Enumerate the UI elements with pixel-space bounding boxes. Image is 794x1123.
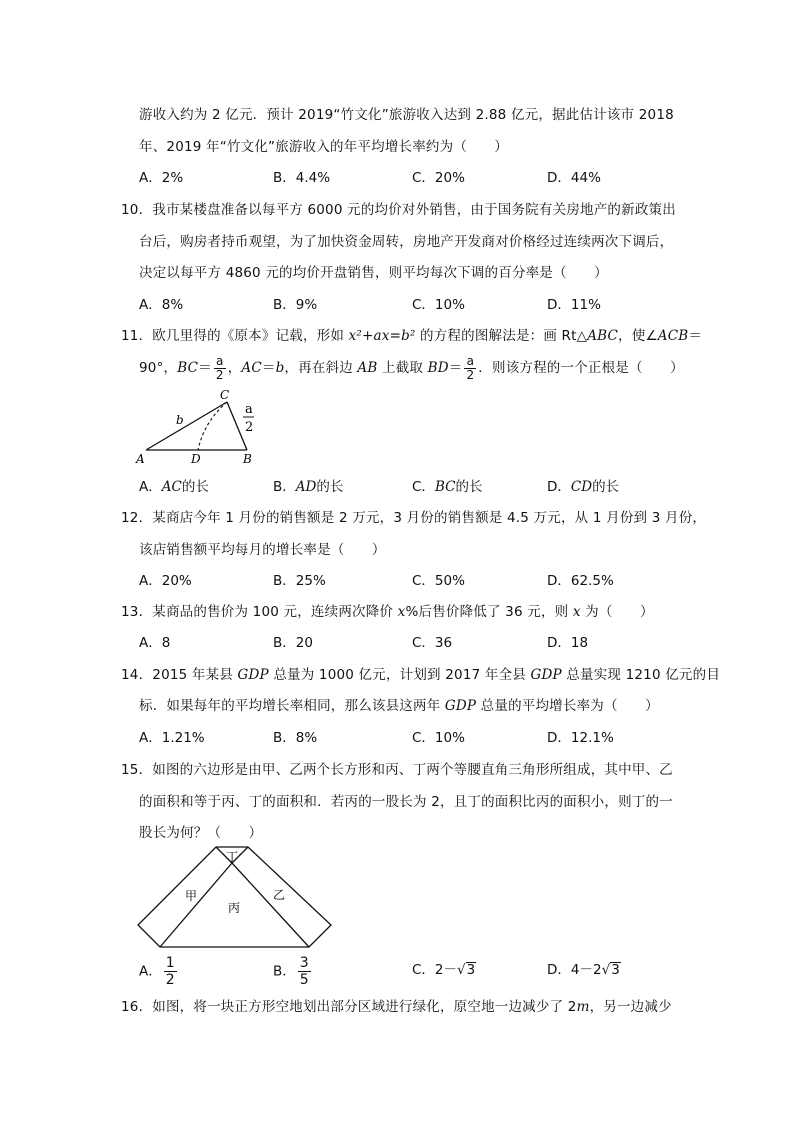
q10-option-a[interactable]: A．8% — [139, 297, 184, 313]
q11-text-segment: ＝ — [261, 360, 276, 376]
q11-var: ABC — [587, 328, 619, 344]
q11-text-line-2 — [139, 354, 684, 382]
q14-option-a[interactable]: A．1.21% — [139, 730, 205, 746]
option-prefix: D． — [547, 479, 571, 495]
q13-option-a[interactable]: A．8 — [139, 635, 171, 651]
q15-text-line-2: 的面积和等于丙、丁的面积和．若丙的一股长为 2，且丁的面积比丙的面积小，则丁的一 — [139, 794, 673, 810]
option-prefix: A． — [139, 963, 162, 980]
q14-text-line-1 — [121, 665, 720, 685]
q9-text-line-2: 年、2019 年“竹文化”旅游收入的年平均增长率约为（ ） — [139, 139, 509, 155]
q13-option-c[interactable]: C．36 — [412, 635, 453, 651]
q11-var: BD — [427, 360, 449, 376]
q9-option-a[interactable]: A．2% — [139, 170, 184, 186]
q13-var: x — [397, 604, 406, 620]
q11-option-a[interactable] — [139, 477, 209, 497]
q11-text-segment: 11．欧几里得的《原本》记载，形如 — [121, 328, 349, 344]
sqrt-radicand: 3 — [611, 962, 620, 978]
q11-option-d[interactable] — [547, 477, 619, 497]
fraction-numerator: 3 — [299, 955, 309, 971]
q12-text-line-2: 该店销售额平均每月的增长率是（ ） — [139, 542, 386, 558]
q12-option-b[interactable]: B．25% — [273, 573, 326, 589]
q11-option-c[interactable] — [412, 477, 482, 497]
q15-option-d[interactable] — [547, 960, 621, 980]
q12-option-a[interactable]: A．20% — [139, 573, 192, 589]
q14-text-segment: 标．如果每年的平均增长率相同，那么该县这两年 — [139, 698, 445, 714]
fraction-numerator: a — [214, 355, 226, 369]
label-d: D — [191, 452, 201, 466]
q14-var: GDP — [237, 667, 269, 683]
q14-option-b[interactable]: B．8% — [273, 730, 318, 746]
label-b: b — [176, 413, 184, 427]
q9-option-c[interactable]: C．20% — [412, 170, 465, 186]
fraction-numerator: 1 — [165, 955, 175, 971]
q13-var: x — [572, 604, 581, 620]
q13-text-segment: 13．某商品的售价为 100 元，连续两次降价 — [121, 604, 398, 620]
option-suffix: 的长 — [592, 479, 620, 495]
option-prefix: D．4－2 — [547, 962, 602, 978]
q11-triangle-figure — [132, 386, 272, 468]
label-c: C — [220, 388, 230, 402]
fraction-denominator: 2 — [215, 367, 224, 382]
q11-text-segment: ，再在斜边 — [284, 360, 358, 376]
fraction-denominator: 2 — [165, 972, 175, 988]
q14-text-segment: 14．2015 年某县 — [121, 667, 238, 683]
q15-text-line-3: 股长为何？（ ） — [139, 825, 263, 841]
q10-option-b[interactable]: B．9% — [273, 297, 318, 313]
q11-text-segment: ，使∠ — [618, 328, 658, 344]
q10-option-c[interactable]: C．10% — [412, 297, 465, 313]
sqrt-sign: √ — [601, 962, 611, 978]
option-var: CD — [570, 479, 593, 495]
q13-text-line-1 — [121, 602, 654, 622]
q15-hexagon-figure — [136, 845, 336, 950]
rect-yi-inner-edge — [232, 863, 309, 947]
q11-var: b — [275, 360, 285, 376]
q16-text-line-1 — [121, 997, 672, 1017]
q11-text-segment: ， — [227, 360, 242, 376]
sqrt-sign: √ — [457, 962, 466, 978]
q14-text-segment: 总量的平均增长率为（ ） — [476, 698, 659, 714]
q11-equation: x²+ax=b² — [348, 328, 416, 344]
q16-unit: m — [576, 999, 590, 1015]
option-prefix: B． — [273, 963, 296, 980]
q15-option-a[interactable] — [139, 955, 179, 988]
q11-text-segment: ＝ — [448, 360, 463, 376]
q14-var: GDP — [530, 667, 562, 683]
q11-text-segment: 90°， — [139, 360, 178, 376]
q14-option-c[interactable]: C．10% — [412, 730, 465, 746]
option-prefix: A． — [139, 479, 162, 495]
q13-option-b[interactable]: B．20 — [273, 635, 313, 651]
label-a-denominator: 2 — [245, 420, 254, 435]
q11-text-line-1 — [121, 326, 702, 346]
q13-text-segment: 为（ ） — [580, 604, 654, 620]
fraction-one-half — [164, 955, 177, 988]
q15-option-c[interactable] — [412, 960, 476, 980]
q14-text-segment: 总量实现 1210 亿元的目 — [561, 667, 721, 683]
q16-text-segment: 16．如图，将一块正方形空地划出部分区域进行绿化，原空地一边减少了 2 — [121, 999, 577, 1015]
q11-text-segment: ．则该方程的一个正根是（ ） — [478, 360, 684, 376]
q12-option-d[interactable]: D．62.5% — [547, 573, 614, 589]
label-jia: 甲 — [185, 889, 198, 903]
side-ac — [146, 402, 227, 450]
q10-text-line-2: 台后，购房者持币观望，为了加快资金周转，房地产开发商对价格经过连续两次下调后， — [139, 234, 674, 250]
q9-option-b[interactable]: B．4.4% — [273, 170, 331, 186]
q14-text-line-2 — [139, 696, 659, 716]
q13-option-d[interactable]: D．18 — [547, 635, 589, 651]
fraction-denominator: 2 — [466, 367, 475, 382]
q11-text-segment: ＝ — [688, 328, 703, 344]
option-prefix: B． — [273, 479, 296, 495]
q11-var: AB — [357, 360, 378, 376]
label-b-vertex: B — [243, 452, 252, 466]
option-var: AD — [295, 479, 317, 495]
q11-fraction-a-over-2 — [214, 355, 226, 382]
option-var: BC — [434, 479, 456, 495]
q9-option-d[interactable]: D．44% — [547, 170, 601, 186]
q15-option-b[interactable] — [273, 955, 313, 988]
q11-var: BC — [177, 360, 199, 376]
option-prefix: C．2－ — [412, 962, 458, 978]
q14-option-d[interactable]: D．12.1% — [547, 730, 614, 746]
q12-option-c[interactable]: C．50% — [412, 573, 465, 589]
rect-jia-inner-edge — [160, 863, 232, 947]
q12-text-line-1: 12．某商店今年 1 月份的销售额是 2 万元，3 月份的销售额是 4.5 万元，从 1 月份到 3 月份， — [121, 510, 707, 526]
label-bing: 丙 — [228, 901, 241, 915]
q11-text-segment: 的方程的图解法是：画 Rt△ — [415, 328, 588, 344]
side-cb — [227, 402, 247, 450]
q10-text-line-1: 10．我市某楼盘准备以每平方 6000 元的均价对外销售，由于国务院有关房地产的新政策出 — [121, 202, 676, 218]
q14-text-segment: 总量为 1000 亿元，计划到 2017 年全县 — [268, 667, 531, 683]
label-a-numerator: a — [245, 402, 253, 417]
sqrt-radicand: 3 — [466, 962, 476, 978]
q10-text-line-3: 决定以每平方 4860 元的均价开盘销售，则平均每次下调的百分率是（ ） — [139, 265, 608, 281]
fraction-denominator: 5 — [299, 972, 309, 988]
label-a: A — [136, 452, 145, 466]
option-var: AC — [161, 479, 182, 495]
option-suffix: 的长 — [316, 479, 344, 495]
q15-text-line-1: 15．如图的六边形是由甲、乙两个长方形和丙、丁两个等腰直角三角形所组成，其中甲、乙 — [121, 762, 673, 778]
arc-cd — [198, 402, 227, 450]
q11-var: AC — [241, 360, 262, 376]
q10-option-d[interactable]: D．11% — [547, 297, 601, 313]
fraction-three-fifths — [298, 955, 311, 988]
q9-text-line-1: 游收入约为 2 亿元．预计 2019“竹文化”旅游收入达到 2.88 亿元，据此估计该市 2018 — [139, 107, 674, 123]
q11-text-segment: 上截取 — [377, 360, 428, 376]
option-suffix: 的长 — [181, 479, 209, 495]
q11-option-b[interactable] — [273, 477, 343, 497]
option-suffix: 的长 — [455, 479, 483, 495]
q16-text-segment: ，另一边减少 — [589, 999, 672, 1015]
label-ding: 丁 — [226, 850, 239, 864]
q11-text-segment: ＝ — [198, 360, 212, 376]
q14-var: GDP — [444, 698, 477, 714]
label-yi: 乙 — [273, 888, 286, 902]
fraction-numerator: a — [464, 355, 476, 369]
q11-var: ACB — [657, 328, 689, 344]
option-prefix: C． — [412, 479, 435, 495]
q11-fraction-a-over-2 — [464, 355, 476, 382]
q13-text-segment: %后售价降低了 36 元，则 — [405, 604, 573, 620]
